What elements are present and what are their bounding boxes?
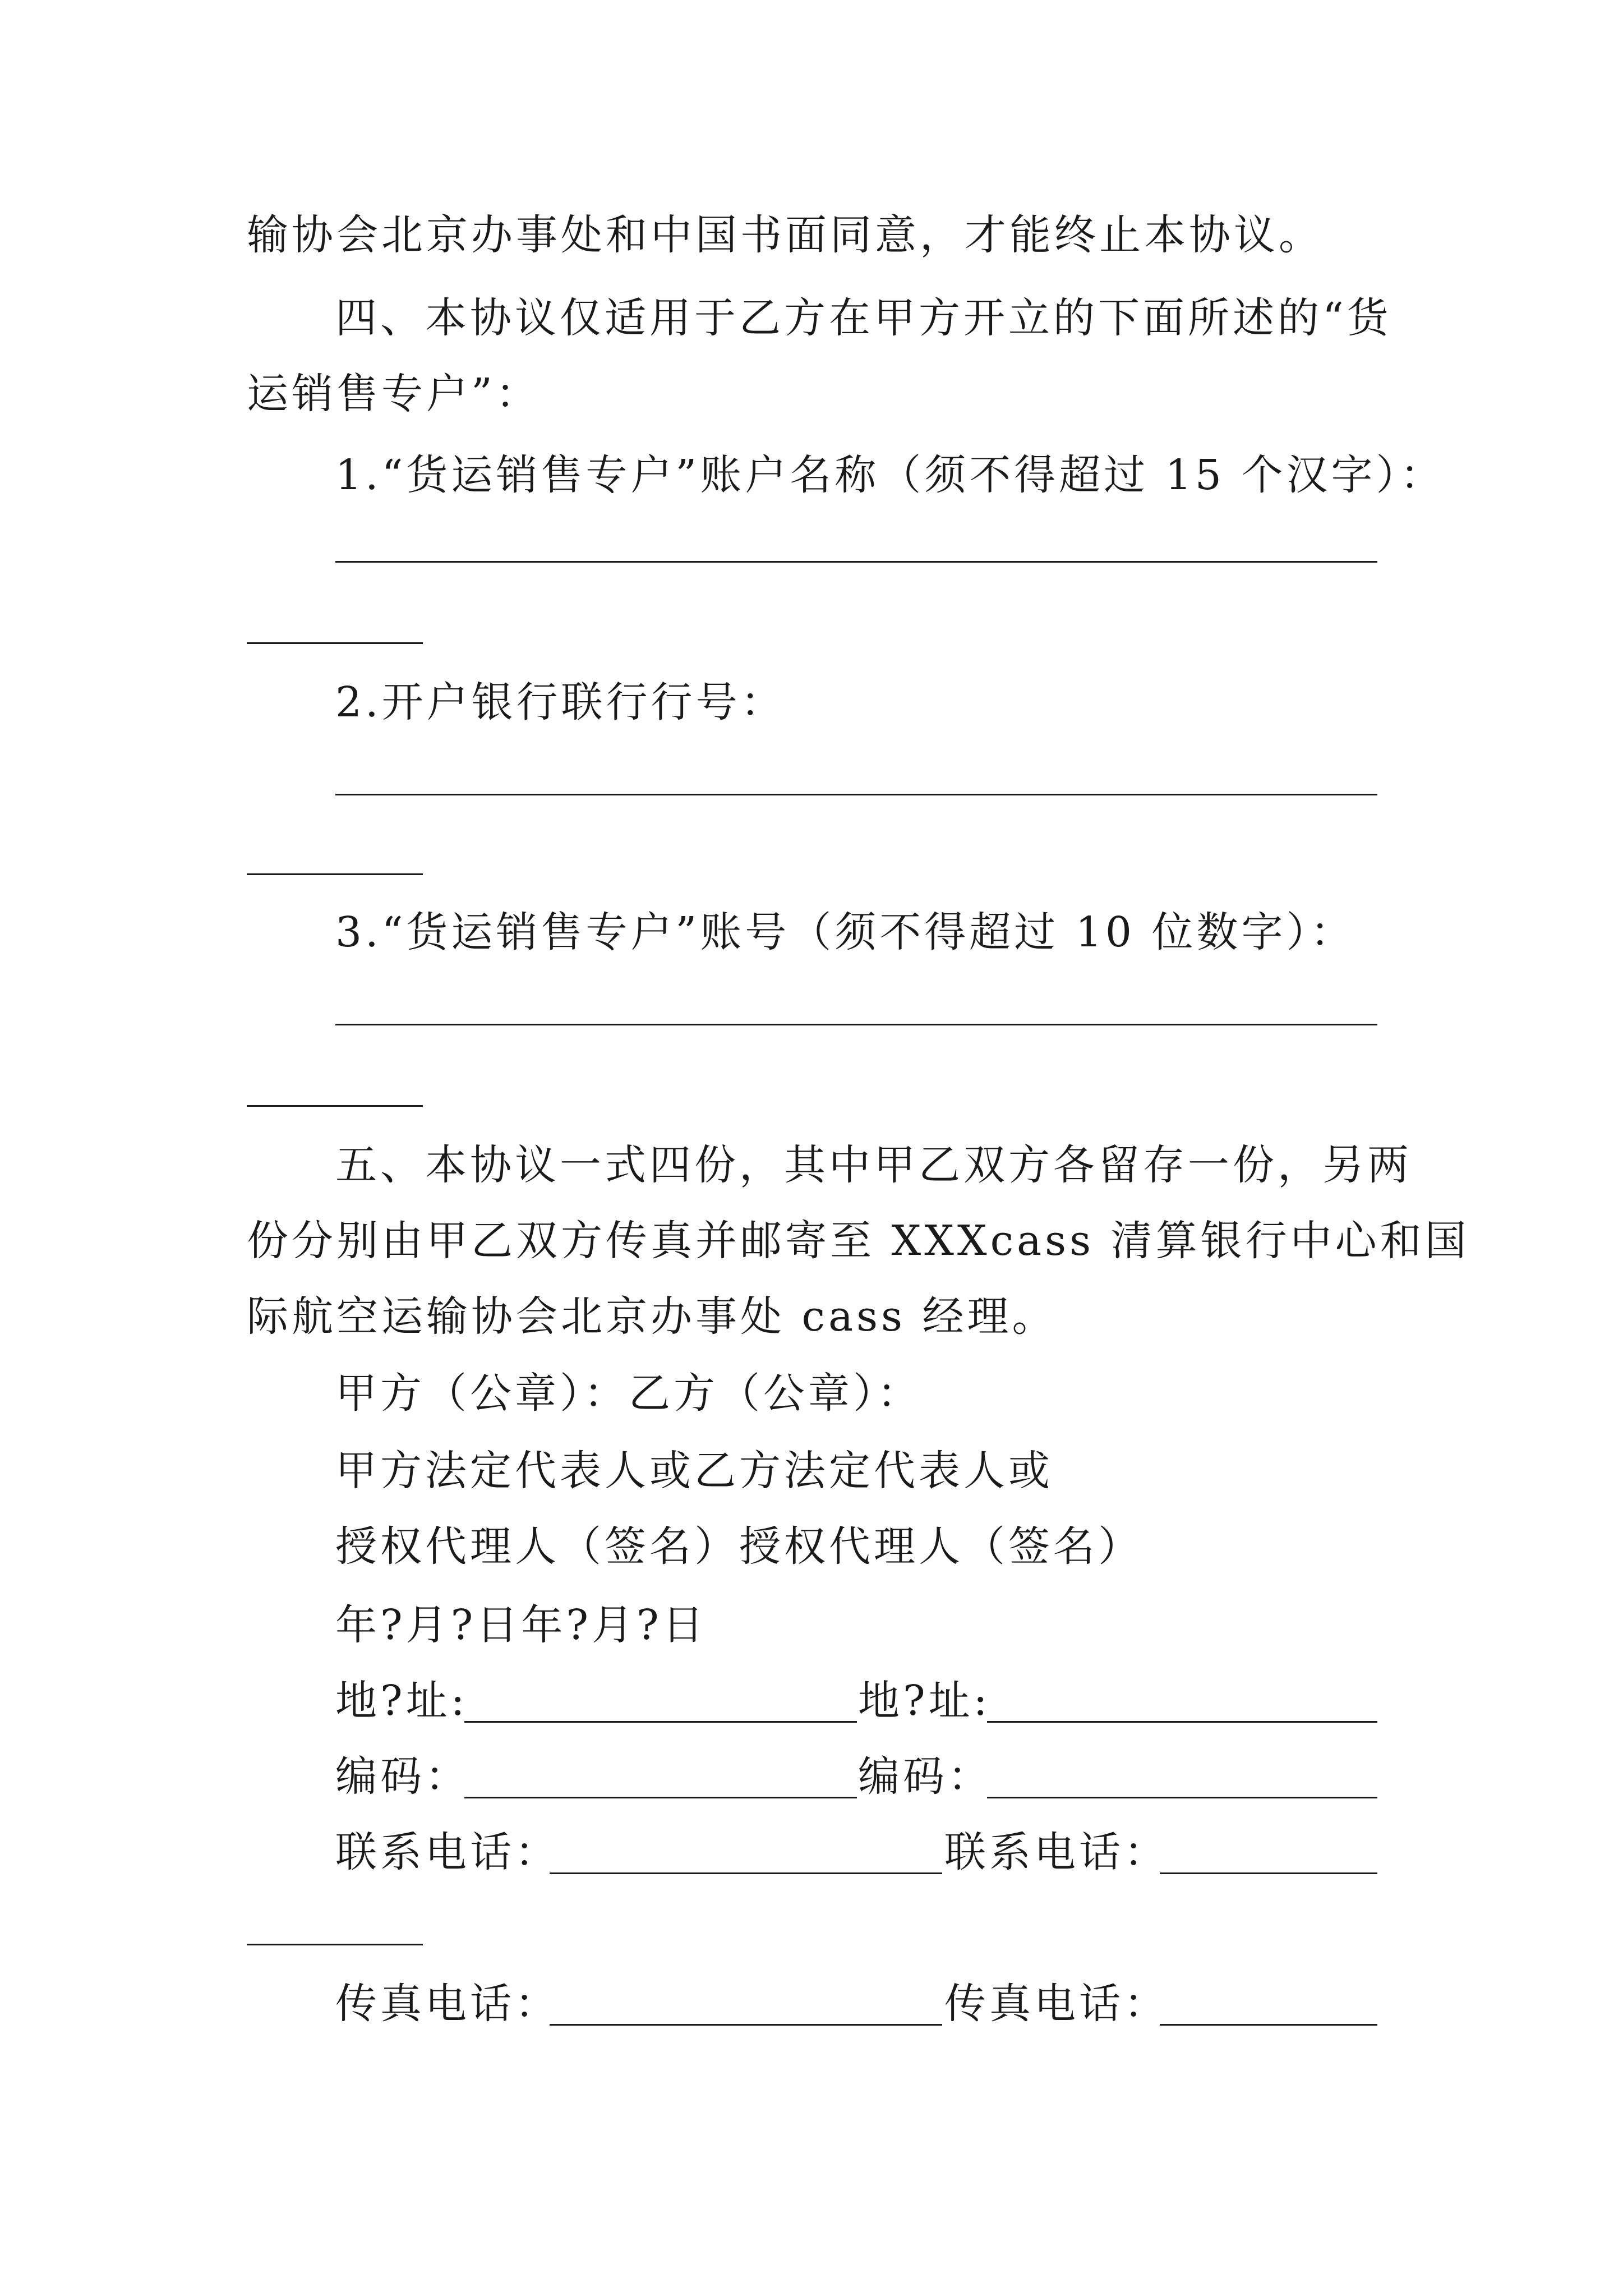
clause-4-line-2: 运销售专户”： <box>247 370 541 418</box>
phone-label-b: 联系电话： <box>944 1828 1169 1876</box>
postcode-fill-b <box>987 1797 1377 1798</box>
address-fill-a <box>464 1721 857 1723</box>
fax-label-a: 传真电话： <box>335 1980 560 2028</box>
item-3-fill-line <box>335 1024 1377 1025</box>
clause-5-line-2: 份分别由甲乙双方传真并邮寄至 XXXcass 清算银行中心和国 <box>247 1217 1470 1265</box>
address-fill-b <box>987 1721 1377 1723</box>
item-1-fill-line-cont <box>247 642 423 644</box>
item-1-fill-line <box>335 561 1377 563</box>
clause-5-line-1: 五、本协议一式四份，其中甲乙双方各留存一份，另两 <box>335 1141 1412 1189</box>
phone-fill-cont <box>247 1944 423 1945</box>
legal-rep-line: 甲方法定代表人或乙方法定代表人或 <box>335 1447 1053 1495</box>
item-3-account-number: 3.“货运销售专户”账号（须不得超过 10 位数字）： <box>335 908 1355 956</box>
fax-label-b: 传真电话： <box>944 1980 1169 2028</box>
fax-fill-b <box>1160 2024 1377 2026</box>
postcode-fill-a <box>464 1797 857 1798</box>
date-line: 年?月?日年?月?日 <box>335 1601 707 1649</box>
postcode-label-a: 编码： <box>335 1752 470 1801</box>
postcode-label-b: 编码： <box>858 1752 993 1801</box>
phone-label-a: 联系电话： <box>335 1828 560 1876</box>
fax-fill-a <box>550 2024 942 2026</box>
item-3-fill-line-cont <box>247 1105 423 1107</box>
phone-fill-a <box>550 1872 942 1874</box>
phone-fill-b <box>1160 1872 1377 1874</box>
address-label-a: 地?址: <box>335 1677 468 1725</box>
item-2-fill-line <box>335 794 1377 795</box>
clause-4-line-1: 四、本协议仅适用于乙方在甲方开立的下面所述的“货 <box>335 294 1392 342</box>
item-2-bank-code: 2.开户银行联行行号： <box>335 678 786 726</box>
item-2-fill-line-cont <box>247 873 423 875</box>
address-label-b: 地?址: <box>858 1677 991 1725</box>
authorized-agent-line: 授权代理人（签名）授权代理人（签名） <box>335 1522 1143 1571</box>
clause-5-line-3: 际航空运输协会北京办事处 cass 经理。 <box>247 1292 1057 1341</box>
item-1-account-name: 1.“货运销售专户”账户名称（须不得超过 15 个汉字）： <box>335 451 1445 499</box>
paragraph-3-continuation: 输协会北京办事处和中国书面同意，才能终止本协议。 <box>247 211 1324 259</box>
seal-line: 甲方（公章）：乙方（公章）： <box>335 1369 922 1418</box>
